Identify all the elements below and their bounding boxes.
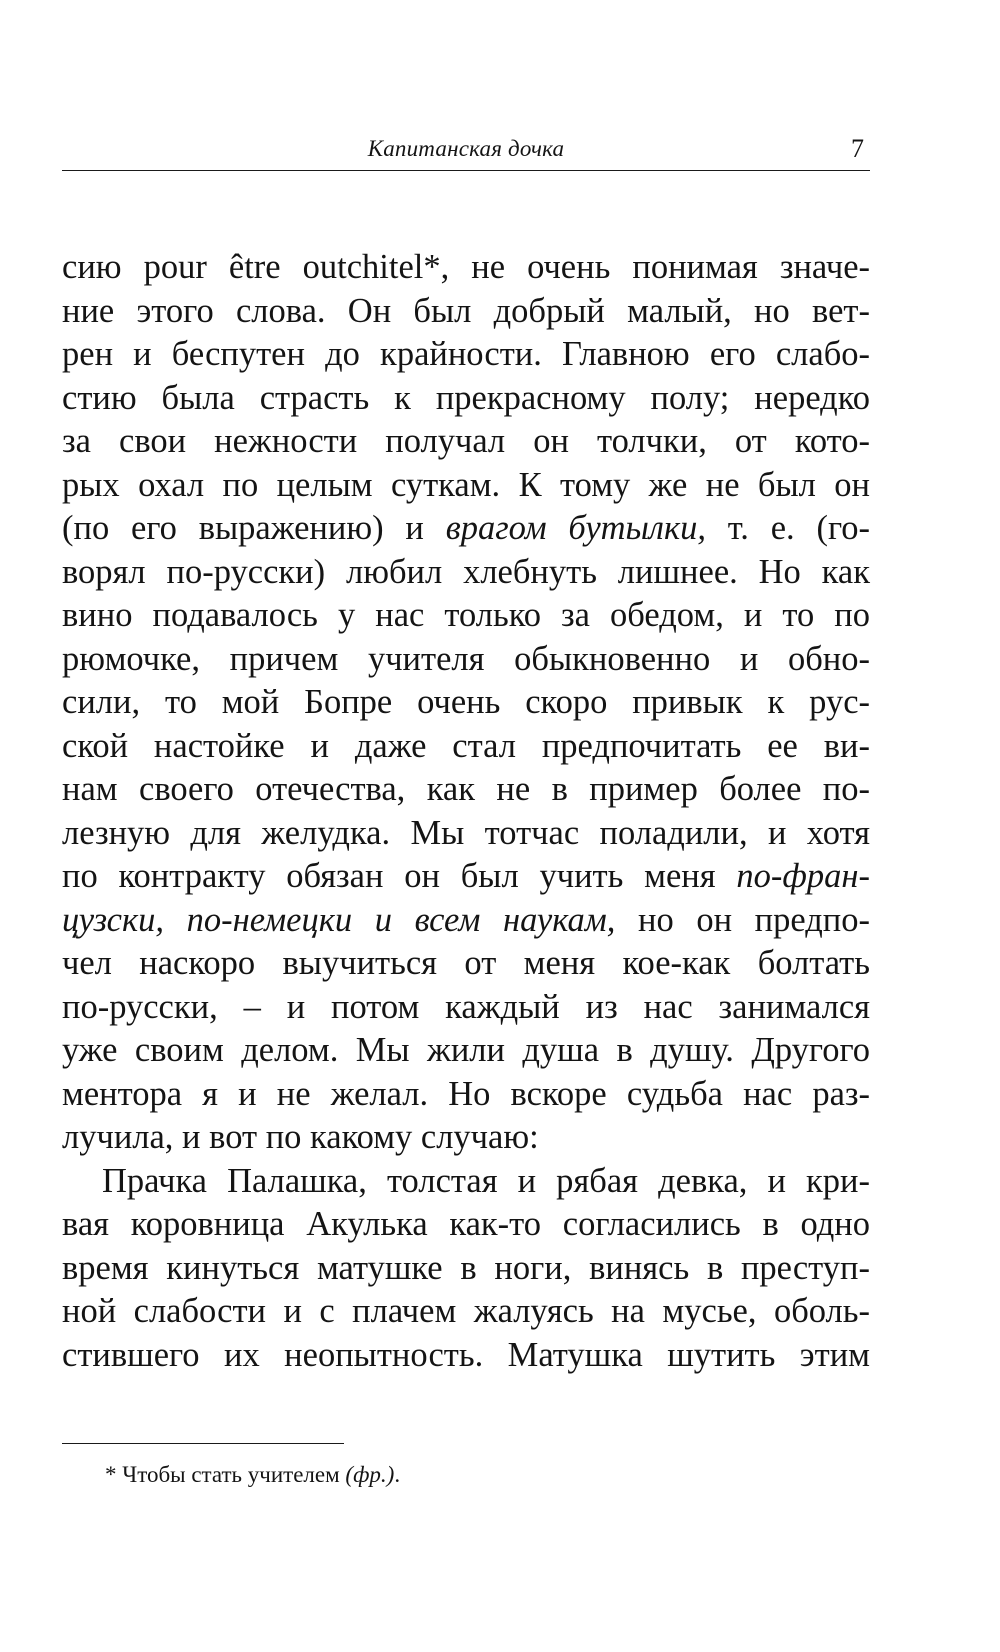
body-text bbox=[62, 246, 870, 1377]
text-line: стию была страсть к прекрасному полу; нередко bbox=[62, 378, 870, 417]
text-line: рюмочке, причем учителя обыкновенно и обно- bbox=[62, 639, 870, 678]
text-line: за свои нежности получал он толчки, от кото- bbox=[62, 422, 870, 460]
text-line: ментора я и не желал. Но вскоре судьба нас раз- bbox=[62, 1074, 870, 1113]
text-line: по-русски, – и потом каждый из нас занимался bbox=[62, 987, 870, 1026]
italic-run: по-фран- bbox=[736, 857, 870, 895]
text-line: нам своего отечества, как не в пример более по- bbox=[62, 770, 870, 808]
italic-run: цузски, по-немецки и всем наукам, bbox=[62, 900, 616, 939]
running-title: Капитанская дочка bbox=[367, 136, 565, 161]
text-run: по контракту обязан он был учить меня bbox=[62, 857, 737, 895]
text-line: чел наскоро выучиться от меня кое-как болтать bbox=[62, 944, 870, 982]
text-line: ние этого слова. Он был добрый малый, но вет- bbox=[62, 291, 870, 330]
text-line: сили, то мой Бопре очень скоро привык к рус- bbox=[62, 683, 870, 721]
footnote-end: . bbox=[394, 1462, 401, 1487]
text-line: лучила, и вот по какому случаю: bbox=[62, 1118, 539, 1156]
text-run: (по его выражению) и bbox=[62, 509, 446, 547]
text-line: время кинуться матушке в ноги, винясь в преступ- bbox=[62, 1248, 870, 1287]
text-line: вино подавалось у нас только за обедом, и то по bbox=[62, 596, 870, 634]
text-line bbox=[62, 899, 870, 943]
text-line: вая коровница Акулька как-то согласились в одно bbox=[62, 1205, 870, 1243]
text-line: рен и беспутен до крайности. Главною его слабо- bbox=[62, 335, 870, 373]
text-line: сию pour être outchitel*, не очень понимая значе- bbox=[62, 248, 870, 286]
running-header bbox=[62, 130, 870, 171]
footnote-language: (фр.) bbox=[345, 1462, 395, 1487]
footnote-divider bbox=[62, 1443, 344, 1444]
text-line: рых охал по целым суткам. К тому же не был он bbox=[62, 465, 870, 504]
italic-run: врагом бутылки, bbox=[445, 509, 706, 547]
text-line: лезную для желудка. Мы тотчас поладили, и хотя bbox=[62, 813, 870, 852]
page-number: 7 bbox=[851, 134, 864, 163]
text-line bbox=[62, 855, 870, 899]
text-line: ской настойке и даже стал предпочитать ее ви- bbox=[62, 726, 870, 765]
text-run: но он предпо- bbox=[615, 900, 870, 939]
text-line: стившего их неопытность. Матушка шутить этим bbox=[62, 1335, 870, 1374]
text-run: т. е. (го- bbox=[705, 509, 871, 547]
text-line: уже своим делом. Мы жили душа в душу. Другого bbox=[62, 1031, 870, 1069]
footnote-text: * Чтобы стать учителем bbox=[105, 1462, 346, 1487]
footnote bbox=[105, 1462, 400, 1488]
text-line: Прачка Палашка, толстая и рябая девка, и кри- bbox=[102, 1161, 870, 1200]
text-line: ворял по-русски) любил хлебнуть лишнее. Но как bbox=[62, 552, 870, 591]
text-line: ной слабости и с плачем жалуясь на мусье, оболь- bbox=[62, 1292, 870, 1330]
text-line bbox=[62, 507, 870, 551]
